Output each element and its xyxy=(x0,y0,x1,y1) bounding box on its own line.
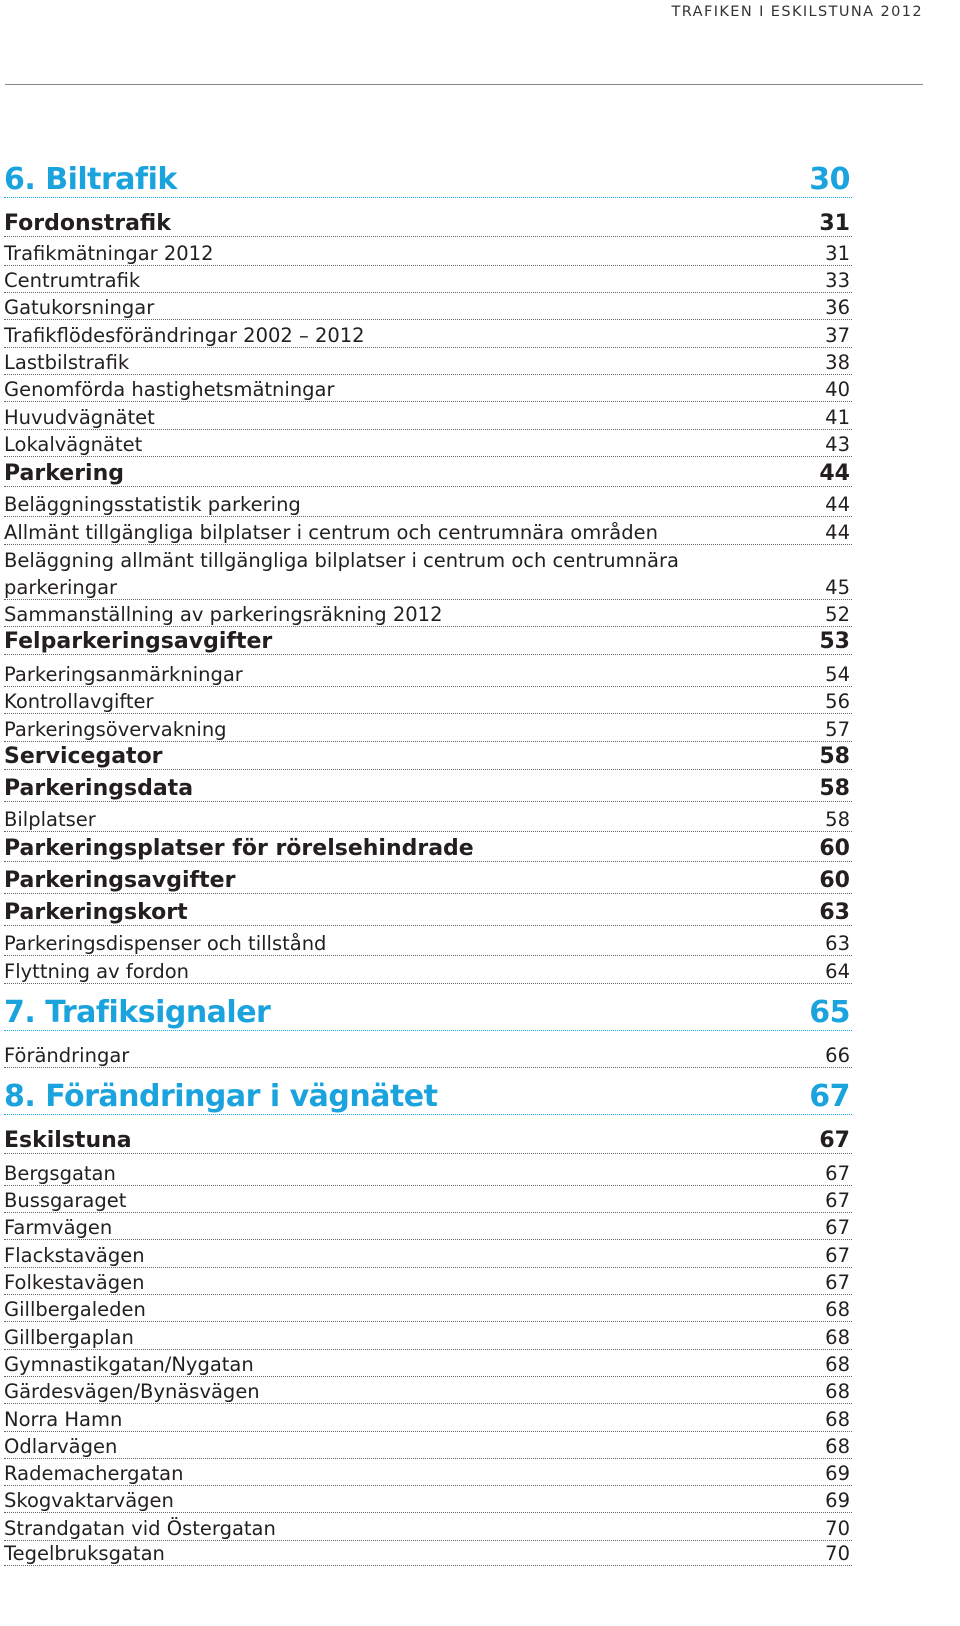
toc-title: Allmänt tillgängliga bilplatser i centrum och centrumnära områden xyxy=(4,521,658,544)
toc-page-number: 53 xyxy=(819,629,850,654)
toc-page-number: 68 xyxy=(825,1435,850,1458)
toc-page-number: 69 xyxy=(825,1489,850,1512)
toc-title: Flackstavägen xyxy=(4,1244,145,1267)
toc-title: Odlarvägen xyxy=(4,1435,118,1458)
toc-title: 6. Biltrafik xyxy=(4,162,177,197)
toc-title: Huvudvägnätet xyxy=(4,406,155,429)
toc-entry xyxy=(4,1539,852,1566)
toc-page-number: 44 xyxy=(819,461,850,486)
toc-page-number: 63 xyxy=(819,900,850,925)
toc-title: Parkeringsdata xyxy=(4,776,194,801)
toc-section xyxy=(4,456,852,487)
toc-title: 7. Trafiksignaler xyxy=(4,995,271,1030)
toc-page-number: 31 xyxy=(825,242,850,265)
toc-entry xyxy=(4,1405,852,1432)
toc-section xyxy=(4,624,852,655)
toc-title: parkeringar xyxy=(4,576,118,599)
toc-entry xyxy=(4,1159,852,1186)
toc-title: Lokalvägnätet xyxy=(4,433,143,456)
toc-entry xyxy=(4,430,852,457)
toc-entry xyxy=(4,321,852,348)
toc-title: Skogvaktarvägen xyxy=(4,1489,174,1512)
toc-section xyxy=(4,739,852,770)
toc-title: Gymnastikgatan/Nygatan xyxy=(4,1353,254,1376)
toc-page-number: 44 xyxy=(825,493,850,516)
toc-entry xyxy=(4,1186,852,1213)
toc-entry xyxy=(4,1350,852,1377)
toc-entry xyxy=(4,518,852,545)
toc-title: Genomförda hastighetsmätningar xyxy=(4,378,335,401)
toc-page-number: 67 xyxy=(825,1216,850,1239)
toc-entry xyxy=(4,1486,852,1513)
toc-page-number: 64 xyxy=(825,960,850,983)
toc-title: Bilplatser xyxy=(4,808,96,831)
toc-page-number: 52 xyxy=(825,603,850,626)
toc-entry xyxy=(4,1459,852,1486)
toc-entry xyxy=(4,348,852,375)
toc-entry xyxy=(4,1241,852,1268)
toc-page-number: 65 xyxy=(809,995,850,1030)
toc-entry xyxy=(4,957,852,984)
toc-page-number: 67 xyxy=(825,1162,850,1185)
toc-title: Tegelbruksgatan xyxy=(4,1542,165,1565)
toc-title: Centrumtrafik xyxy=(4,269,141,292)
toc-title: Rademachergatan xyxy=(4,1462,184,1485)
toc-chapter xyxy=(4,993,852,1031)
toc-entry xyxy=(4,687,852,714)
toc-title: Bussgaraget xyxy=(4,1189,127,1212)
toc-title: Flyttning av fordon xyxy=(4,960,190,983)
toc-title: Fordonstrafik xyxy=(4,211,171,236)
toc-entry xyxy=(4,490,852,517)
toc-title: Trafikflödesförändringar 2002 – 2012 xyxy=(4,324,365,347)
toc-page-number: 56 xyxy=(825,690,850,713)
toc-section xyxy=(4,831,852,862)
running-header: TRAFIKEN I ESKILSTUNA 2012 xyxy=(671,4,923,20)
toc-entry xyxy=(4,1514,852,1541)
toc-page-number: 36 xyxy=(825,296,850,319)
toc-page-number: 60 xyxy=(819,868,850,893)
toc-title: Parkeringsplatser för rörelsehindrade xyxy=(4,836,474,861)
toc-page-number: 58 xyxy=(819,776,850,801)
toc-entry xyxy=(4,1377,852,1404)
toc-title: 8. Förändringar i vägnätet xyxy=(4,1079,438,1114)
toc-page-number: 60 xyxy=(819,836,850,861)
toc-entry xyxy=(4,660,852,687)
toc-title: Beläggningsstatistik parkering xyxy=(4,493,301,516)
toc-title: Parkering xyxy=(4,461,124,486)
toc-section xyxy=(4,771,852,802)
toc-entry xyxy=(4,929,852,956)
toc-chapter xyxy=(4,1077,852,1115)
toc-entry xyxy=(4,293,852,320)
toc-entry xyxy=(4,266,852,293)
toc-page-number: 68 xyxy=(825,1380,850,1403)
toc-page-number: 67 xyxy=(825,1189,850,1212)
toc-entry xyxy=(4,545,852,572)
toc-page-number: 33 xyxy=(825,269,850,292)
toc-title: Parkeringsdispenser och tillstånd xyxy=(4,932,327,955)
toc-page-number: 30 xyxy=(809,162,850,197)
toc-section xyxy=(4,1123,852,1154)
toc-page-number: 68 xyxy=(825,1326,850,1349)
toc-page-number: 54 xyxy=(825,663,850,686)
toc-title: Förändringar xyxy=(4,1044,130,1067)
toc-page-number: 43 xyxy=(825,433,850,456)
toc-entry xyxy=(4,1432,852,1459)
toc-page-number: 68 xyxy=(825,1353,850,1376)
toc-title: Eskilstuna xyxy=(4,1128,132,1153)
toc-entry xyxy=(4,375,852,402)
toc-entry xyxy=(4,1295,852,1322)
toc-page-number: 67 xyxy=(809,1079,850,1114)
toc-entry xyxy=(4,1041,852,1068)
toc-entry xyxy=(4,715,852,742)
toc-entry xyxy=(4,239,852,266)
toc-title: Sammanställning av parkeringsräkning 2012 xyxy=(4,603,443,626)
toc-title: Gillbergaplan xyxy=(4,1326,134,1349)
header-divider xyxy=(5,84,923,85)
toc-entry xyxy=(4,1323,852,1350)
toc-entry xyxy=(4,403,852,430)
toc-page-number: 67 xyxy=(819,1128,850,1153)
toc-entry xyxy=(4,1268,852,1295)
toc-title: Norra Hamn xyxy=(4,1408,123,1431)
toc-page-number: 66 xyxy=(825,1044,850,1067)
toc-title: Farmvägen xyxy=(4,1216,113,1239)
toc-page-number: 40 xyxy=(825,378,850,401)
toc-page-number: 38 xyxy=(825,351,850,374)
toc-title: Parkeringsanmärkningar xyxy=(4,663,243,686)
toc-page-number: 58 xyxy=(825,808,850,831)
toc-page-number: 63 xyxy=(825,932,850,955)
toc-entry xyxy=(4,573,852,600)
toc-title: Bergsgatan xyxy=(4,1162,116,1185)
toc-title: Parkeringsövervakning xyxy=(4,718,227,741)
toc-title: Servicegator xyxy=(4,744,163,769)
toc-section xyxy=(4,895,852,926)
toc-entry xyxy=(4,1213,852,1240)
toc-title: Trafikmätningar 2012 xyxy=(4,242,214,265)
toc-section xyxy=(4,863,852,894)
toc-title: Gillbergaleden xyxy=(4,1298,146,1321)
toc-page-number: 68 xyxy=(825,1408,850,1431)
toc-page-number: 68 xyxy=(825,1298,850,1321)
toc-title: Parkeringskort xyxy=(4,900,188,925)
toc-page-number: 58 xyxy=(819,744,850,769)
toc-title: Felparkeringsavgifter xyxy=(4,629,273,654)
toc-entry xyxy=(4,805,852,832)
toc-title: Kontrollavgifter xyxy=(4,690,154,713)
toc-page-number: 57 xyxy=(825,718,850,741)
toc-title: Gatukorsningar xyxy=(4,296,155,319)
toc-page-number: 37 xyxy=(825,324,850,347)
toc-page-number: 41 xyxy=(825,406,850,429)
toc-title: Strandgatan vid Östergatan xyxy=(4,1517,276,1540)
toc-page-number: 70 xyxy=(825,1517,850,1540)
toc-page-number: 67 xyxy=(825,1271,850,1294)
toc-page-number: 69 xyxy=(825,1462,850,1485)
toc-page-number: 70 xyxy=(825,1542,850,1565)
toc-page-number: 67 xyxy=(825,1244,850,1267)
toc-page-number: 31 xyxy=(819,211,850,236)
toc-title: Folkestavägen xyxy=(4,1271,145,1294)
toc-title: Parkeringsavgifter xyxy=(4,868,236,893)
toc-title: Lastbilstrafik xyxy=(4,351,130,374)
toc-page-number: 44 xyxy=(825,521,850,544)
toc-entry xyxy=(4,600,852,627)
toc-section xyxy=(4,206,852,237)
toc-title: Gärdesvägen/Bynäsvägen xyxy=(4,1380,260,1403)
toc-chapter xyxy=(4,160,852,198)
toc-page-number: 45 xyxy=(825,576,850,599)
toc-title: Beläggning allmänt tillgängliga bilplatser i centrum och centrumnära xyxy=(4,549,679,572)
